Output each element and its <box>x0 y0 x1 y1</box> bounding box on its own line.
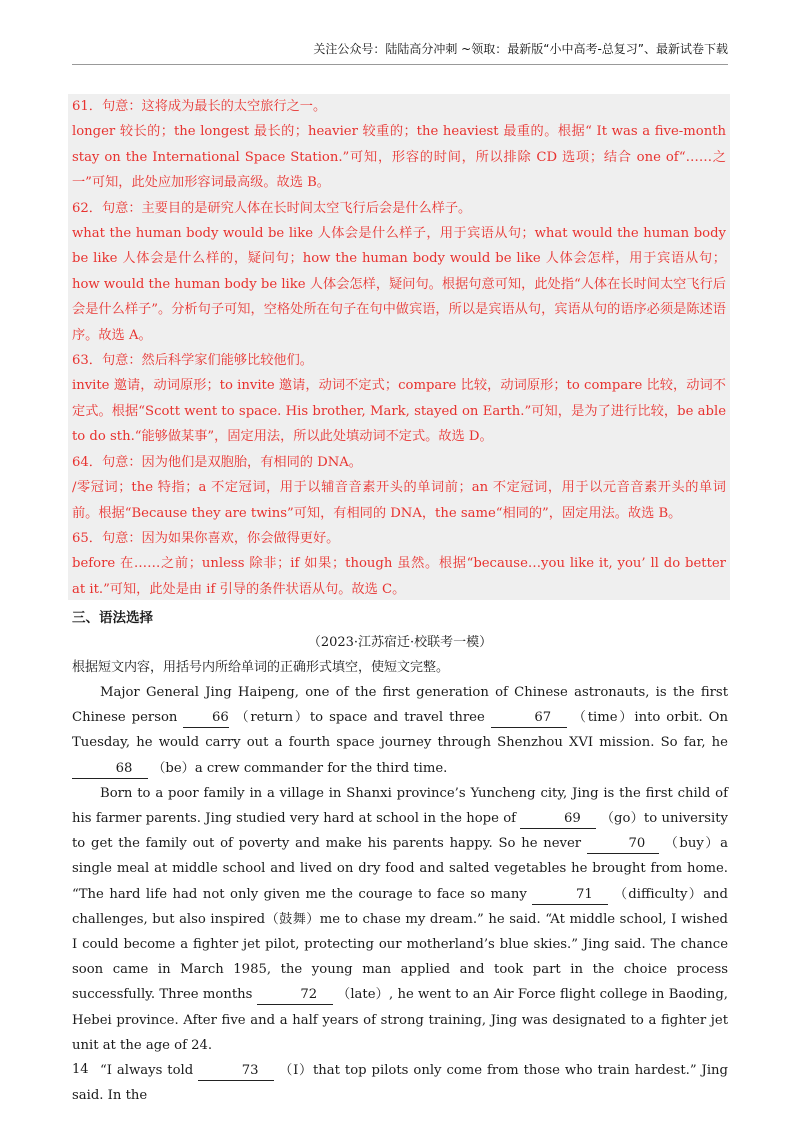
instruction-text: 根据短文内容，用括号内所给单词的正确形式填空，使短文完整。 <box>72 660 450 675</box>
answer-64-meaning: 64．句意：因为他们是双胞胎，有相同的 DNA。 <box>72 454 362 470</box>
page-header: 关注公众号：陆陆高分冲刺 ~领取：最新版“小中高考-总复习”、最新试卷下载 <box>313 42 728 56</box>
passage-paragraph: “I always told 73 （I）that top pilots only come from those who train hardest.” Jing said. In the <box>72 1063 728 1104</box>
answer-64-explanation: /零冠词；the 特指；a 不定冠词，用于以辅音音素开头的单词前；an 不定冠词，用于以元音音素开头的单词前。根据“Because they are twins”可知，有相同的 DNA，the same“相同的”，固定用法。故选 B。 <box>72 480 726 521</box>
answer-63-explanation: invite 邀请，动词原形；to invite 邀请，动词不定式；compare 比较，动词原形；to compare 比较，动词不定式。根据“Scott went to space. His brother, Mark, stayed on Earth.”可知，是为了进行比较，be able to do sth.“能够做某事”，固定用法，所以此处填动词不定式。故选 D。 <box>72 378 726 445</box>
blank-70: 70 <box>587 835 659 854</box>
answer-61-meaning: 61．句意：这将成为最长的太空旅行之一。 <box>72 99 327 114</box>
header-divider <box>72 64 728 65</box>
answer-65-explanation: before 在……之前；unless 除非；if 如果；though 虽然。根据“because…you like it, you’ ll do better at it.”可知，此处是由 if 引导的条件状语从句。故选 C。 <box>72 556 726 597</box>
blank-71: 71 <box>532 886 608 905</box>
reading-passage <box>72 680 728 1108</box>
blank-67: 67 <box>491 709 567 728</box>
passage-paragraph: Major General Jing Haipeng, one of the first generation of Chinese astronauts, is the first Chinese person 66 （return）to space and travel three 67 （time）into orbit. On Tuesday, he would carry out a fourth space journey through Shenzhou XVI mission. So far, he 68 （be）a crew commander for the third time. <box>72 680 728 781</box>
answer-63-meaning: 63．句意：然后科学家们能够比较他们。 <box>72 353 313 369</box>
blank-69: 69 <box>520 810 596 829</box>
answer-62-explanation: what the human body would be like 人体会是什么样子，用于宾语从句；what would the human body be like 人体会是什么样的，疑问句；how the human body would be like 人体会怎样，用于宾语从句；how would the human body be like 人体会怎样，疑问句。根据句意可知，此处指“人体在长时间太空飞行后会是什么样子”。分析句子可知，空格处所在句子在句中做宾语，所以是宾语从句，宾语从句的语序必须是陈述语序。故选 A。 <box>72 226 726 343</box>
blank-72: 72 <box>257 986 333 1005</box>
answer-65-meaning: 65．句意：因为如果你喜欢，你会做得更好。 <box>72 530 340 546</box>
source-citation: （2023·江苏宿迁·校联考一模） <box>307 635 493 650</box>
answer-61-explanation: longer 较长的；the longest 最长的；heavier 较重的；the heaviest 最重的。根据“ It was a five-month stay on the International Space Station.”可知，形容的时间，所以排除 CD 选项；结合 one of“……之一”可知，此处应加形容词最高级。故选 B。 <box>72 124 726 191</box>
blank-68: 68 <box>72 760 148 779</box>
section-title: 三、语法选择 <box>72 610 153 626</box>
passage-paragraph: Born to a poor family in a village in Shanxi province’s Yuncheng city, Jing is the first child of his farmer parents. Jing studied very hard at school in the hope of 69 （go）to university to get the family out of poverty and make his parents happy. So he never 70 （buy）a single meal at middle school and lived on dry food and salted vegetables he brought from home. “The hard life had not only given me the courage to face so many 71 （difficulty）and challenges, but also inspired（鼓舞）me to chase my dream.” he said. “At middle school, I wished I could become a fighter jet pilot, protecting our motherland’s blue skies.” Jing said. The chance soon came in March 1985, the young man applied and took part in the choice process successfully. Three months 72 （late）, he went to an Air Force flight college in Baoding, Hebei province. After five and a half years of strong training, Jing was designated to a fighter jet unit at the age of 24. <box>72 785 728 1053</box>
answer-62-meaning: 62．句意：主要目的是研究人体在长时间太空飞行后会是什么样子。 <box>72 200 472 216</box>
answer-explanations <box>68 94 730 600</box>
blank-66: 66 <box>183 709 229 728</box>
grammar-section <box>72 606 728 1108</box>
blank-73: 73 <box>198 1062 274 1081</box>
page-number: 14 <box>72 1062 89 1077</box>
